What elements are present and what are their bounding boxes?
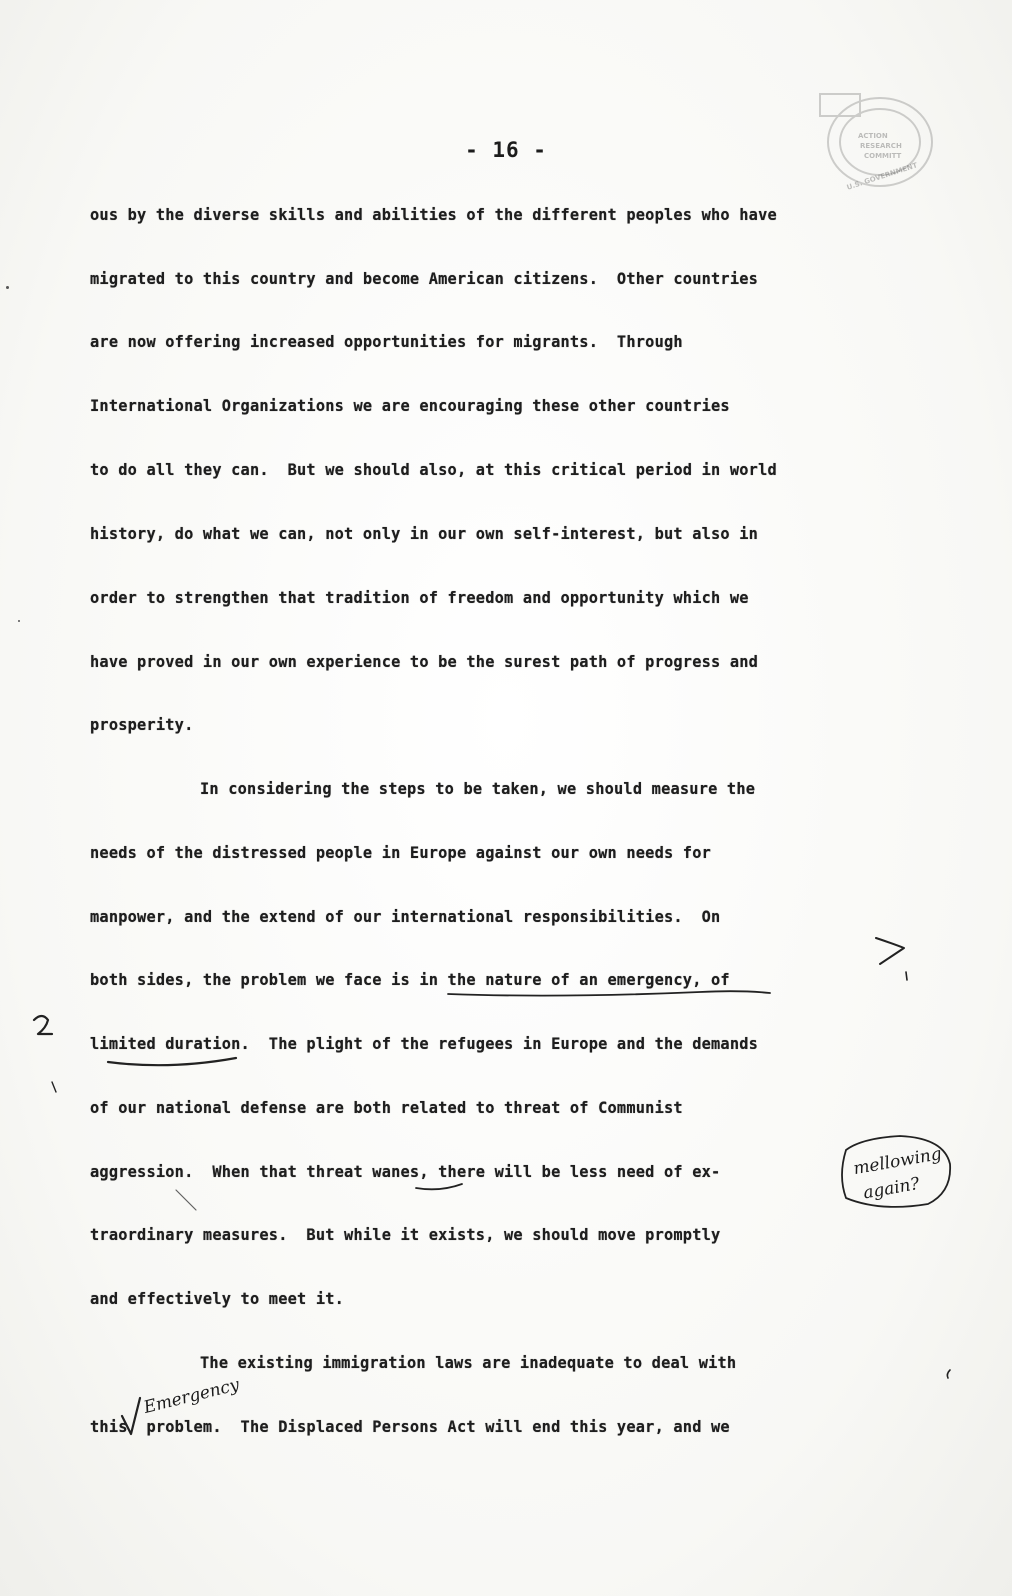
body-line: needs of the distressed people in Europe against our own needs for	[90, 843, 712, 862]
body-line: have proved in our own experience to be the surest path of progress and	[90, 652, 759, 671]
svg-text:U.S. GOVERNMENT: U.S. GOVERNMENT	[845, 161, 919, 192]
body-line: of our national defense are both related to threat of Communist	[90, 1098, 683, 1117]
body-line: manpower, and the extend of our international responsibilities. On	[90, 907, 721, 926]
body-line: prosperity.	[90, 715, 194, 734]
body-line: both sides, the problem we face is in the nature of an emergency, of	[90, 970, 730, 989]
paper-speck	[6, 286, 9, 289]
paper-speck	[18, 620, 20, 622]
body-line: this problem. The Displaced Persons Act will end this year, and we	[90, 1417, 730, 1436]
margin-note-line-2: again?	[861, 1173, 922, 1204]
body-line: limited duration. The plight of the refugees in Europe and the demands	[90, 1034, 759, 1053]
body-line: The existing immigration laws are inadequate to deal with	[200, 1353, 737, 1372]
body-line: and effectively to meet it.	[90, 1289, 345, 1308]
body-line: are now offering increased opportunities for migrants. Through	[90, 332, 683, 351]
margin-note-line-1: mellowing	[851, 1144, 944, 1180]
body-line: aggression. When that threat wanes, there will be less need of ex-	[90, 1162, 721, 1181]
body-line: to do all they can. But we should also, at this critical period in world	[90, 460, 777, 479]
body-line: traordinary measures. But while it exists, we should move promptly	[90, 1225, 721, 1244]
insertion-text: Emergency	[141, 1374, 242, 1418]
body-line: order to strengthen that tradition of freedom and opportunity which we	[90, 588, 749, 607]
body-line: ous by the diverse skills and abilities of the different peoples who have	[90, 205, 777, 224]
page-number: - 16 -	[465, 138, 547, 162]
body-line: International Organizations we are encouraging these other countries	[90, 396, 730, 415]
body-line: migrated to this country and become American citizens. Other countries	[90, 269, 759, 288]
svg-text:COMMITT: COMMITT	[864, 152, 902, 160]
body-line: history, do what we can, not only in our own self-interest, but also in	[90, 524, 759, 543]
body-line: In considering the steps to be taken, we should measure the	[200, 779, 756, 798]
svg-text:RESEARCH: RESEARCH	[860, 142, 902, 150]
svg-text:ACTION: ACTION	[858, 132, 888, 140]
